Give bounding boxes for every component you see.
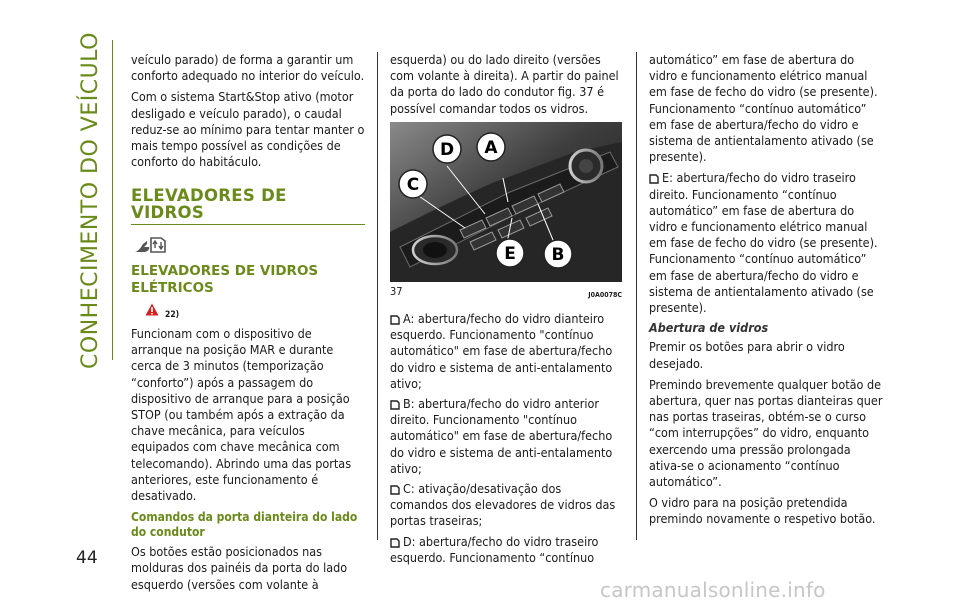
power-window-switch-icon: [649, 173, 659, 184]
watermark: carmanualsonline.info: [600, 578, 826, 602]
figure-label: C: [406, 174, 420, 195]
section-title: ELEVADORES DE VIDROS: [131, 186, 287, 222]
section-rule: [131, 224, 365, 225]
figure-label: B: [551, 244, 565, 265]
figure-caption: [390, 284, 622, 303]
page-number: 44: [76, 548, 98, 568]
paragraph: esquerda) ou do lado direito (versões com volante à direita). A partir do painel da porta do lado do condutor fig. 37 é possível comandar todos os vidros.: [390, 52, 619, 116]
column-2: [390, 52, 622, 570]
list-item: [390, 396, 622, 477]
list-item-text: A: abertura/fecho do vidro dianteiro esquerdo. Funcionamento "contínuo automático" em fase de abertura/fecho do vidro e sistema de anti-entalamento ativo;: [390, 311, 613, 391]
column-divider: [636, 52, 637, 540]
paragraph: veículo parado) de forma a garantir um conforto adequado no interior do veículo.: [131, 52, 365, 84]
list-item-text: D: abertura/fecho do vidro traseiro esquerdo. Funcionamento “contínuo: [390, 533, 599, 565]
column-1: [131, 52, 365, 598]
power-window-switch-icon: [390, 314, 400, 325]
paragraph: automático” em fase de abertura do vidro e funcionamento elétrico manual em fase de fecho do vidro (se presente). Funcionamento “contínuo automático” em fase de abertura/fecho do vidro e sistema de antientalamento ativado (se presente).: [649, 52, 878, 165]
list-item: [390, 311, 622, 392]
paragraph: Premir os botões para abrir o vidro desejado.: [649, 339, 845, 371]
paragraph: Os botões estão posicionados nas molduras dos painéis da porta do lado esquerdo (versões com volante à: [131, 544, 348, 592]
figure-label: A: [484, 137, 498, 158]
paragraph: O vidro para na posição pretendida premindo novamente o respetivo botão.: [649, 495, 876, 527]
figure-code: J0A0078C: [588, 290, 622, 299]
warning-ref-number: 22): [165, 309, 180, 320]
door-panel-figure: [390, 122, 622, 282]
list-item-text: C: ativação/desativação dos comandos dos elevadores de vidros das portas traseiras;: [390, 481, 616, 529]
subsection-title: ELEVADORES DE VIDROS ELÉTRICOS: [131, 262, 319, 296]
list-item-text: E: abertura/fecho do vidro traseiro direito. Funcionamento “contínuo automático” em fase de abertura do vidro e funcionamento elétrico manual em fase de fecho do vidro (se presente). Funcionamento “contínuo automático” em fase de abertura/fecho do vidro e sistema de antientalamento ativado (se presente).: [649, 170, 878, 316]
list-item-text: B: abertura/fecho do vidro anterior direito. Funcionamento "contínuo automático" em fase de abertura/fecho do vidro e sistema de anti-entalamento ativo;: [390, 396, 613, 476]
minor-heading: Abertura de vidros: [649, 320, 769, 336]
power-window-switch-icon: [390, 537, 400, 548]
power-window-icon: [133, 235, 365, 255]
figure-number: 37: [390, 284, 403, 298]
power-window-switch-icon: [390, 484, 400, 495]
column-3: [649, 52, 885, 533]
chapter-title-text: CONHECIMENTO DO VEÍCULO: [77, 31, 103, 369]
list-item: [649, 170, 885, 316]
warning-reference: [145, 303, 365, 323]
minor-heading: Comandos da porta dianteira do lado do condutor: [131, 510, 358, 540]
column-divider: [377, 52, 378, 540]
paragraph: Funcionam com o dispositivo de arranque na posição MAR e durante cerca de 3 minutos (temporização “conforto”) após a passagem do dispositivo de arranque para a posição STOP (ou também após a extração da chave mecânica, para veículos equipados com chave mecânica com telecomando). Abrindo uma das portas anteriores, este funcionamento é desativado.: [131, 326, 352, 504]
power-window-switch-icon: [390, 399, 400, 410]
figure-label: D: [439, 139, 455, 160]
chapter-divider: [112, 40, 113, 360]
list-item: [390, 481, 622, 530]
list-item: [390, 534, 622, 566]
paragraph: Premindo brevemente qualquer botão de abertura, quer nas portas dianteiras quer nas portas traseiras, obtém-se o curso “com interrupções” do vidro, enquanto exercendo uma pressão prolongada ativa-se o acionamento “contínuo automático”.: [649, 376, 883, 490]
chapter-title: [60, 31, 120, 369]
paragraph: Com o sistema Start&Stop ativo (motor desligado e veículo parado), o caudal reduz-se ao mínimo para tentar manter o mais tempo possível as condições de conforto do habitáculo.: [131, 89, 365, 170]
warning-triangle-icon: [145, 303, 159, 316]
figure-label: E: [504, 243, 516, 264]
